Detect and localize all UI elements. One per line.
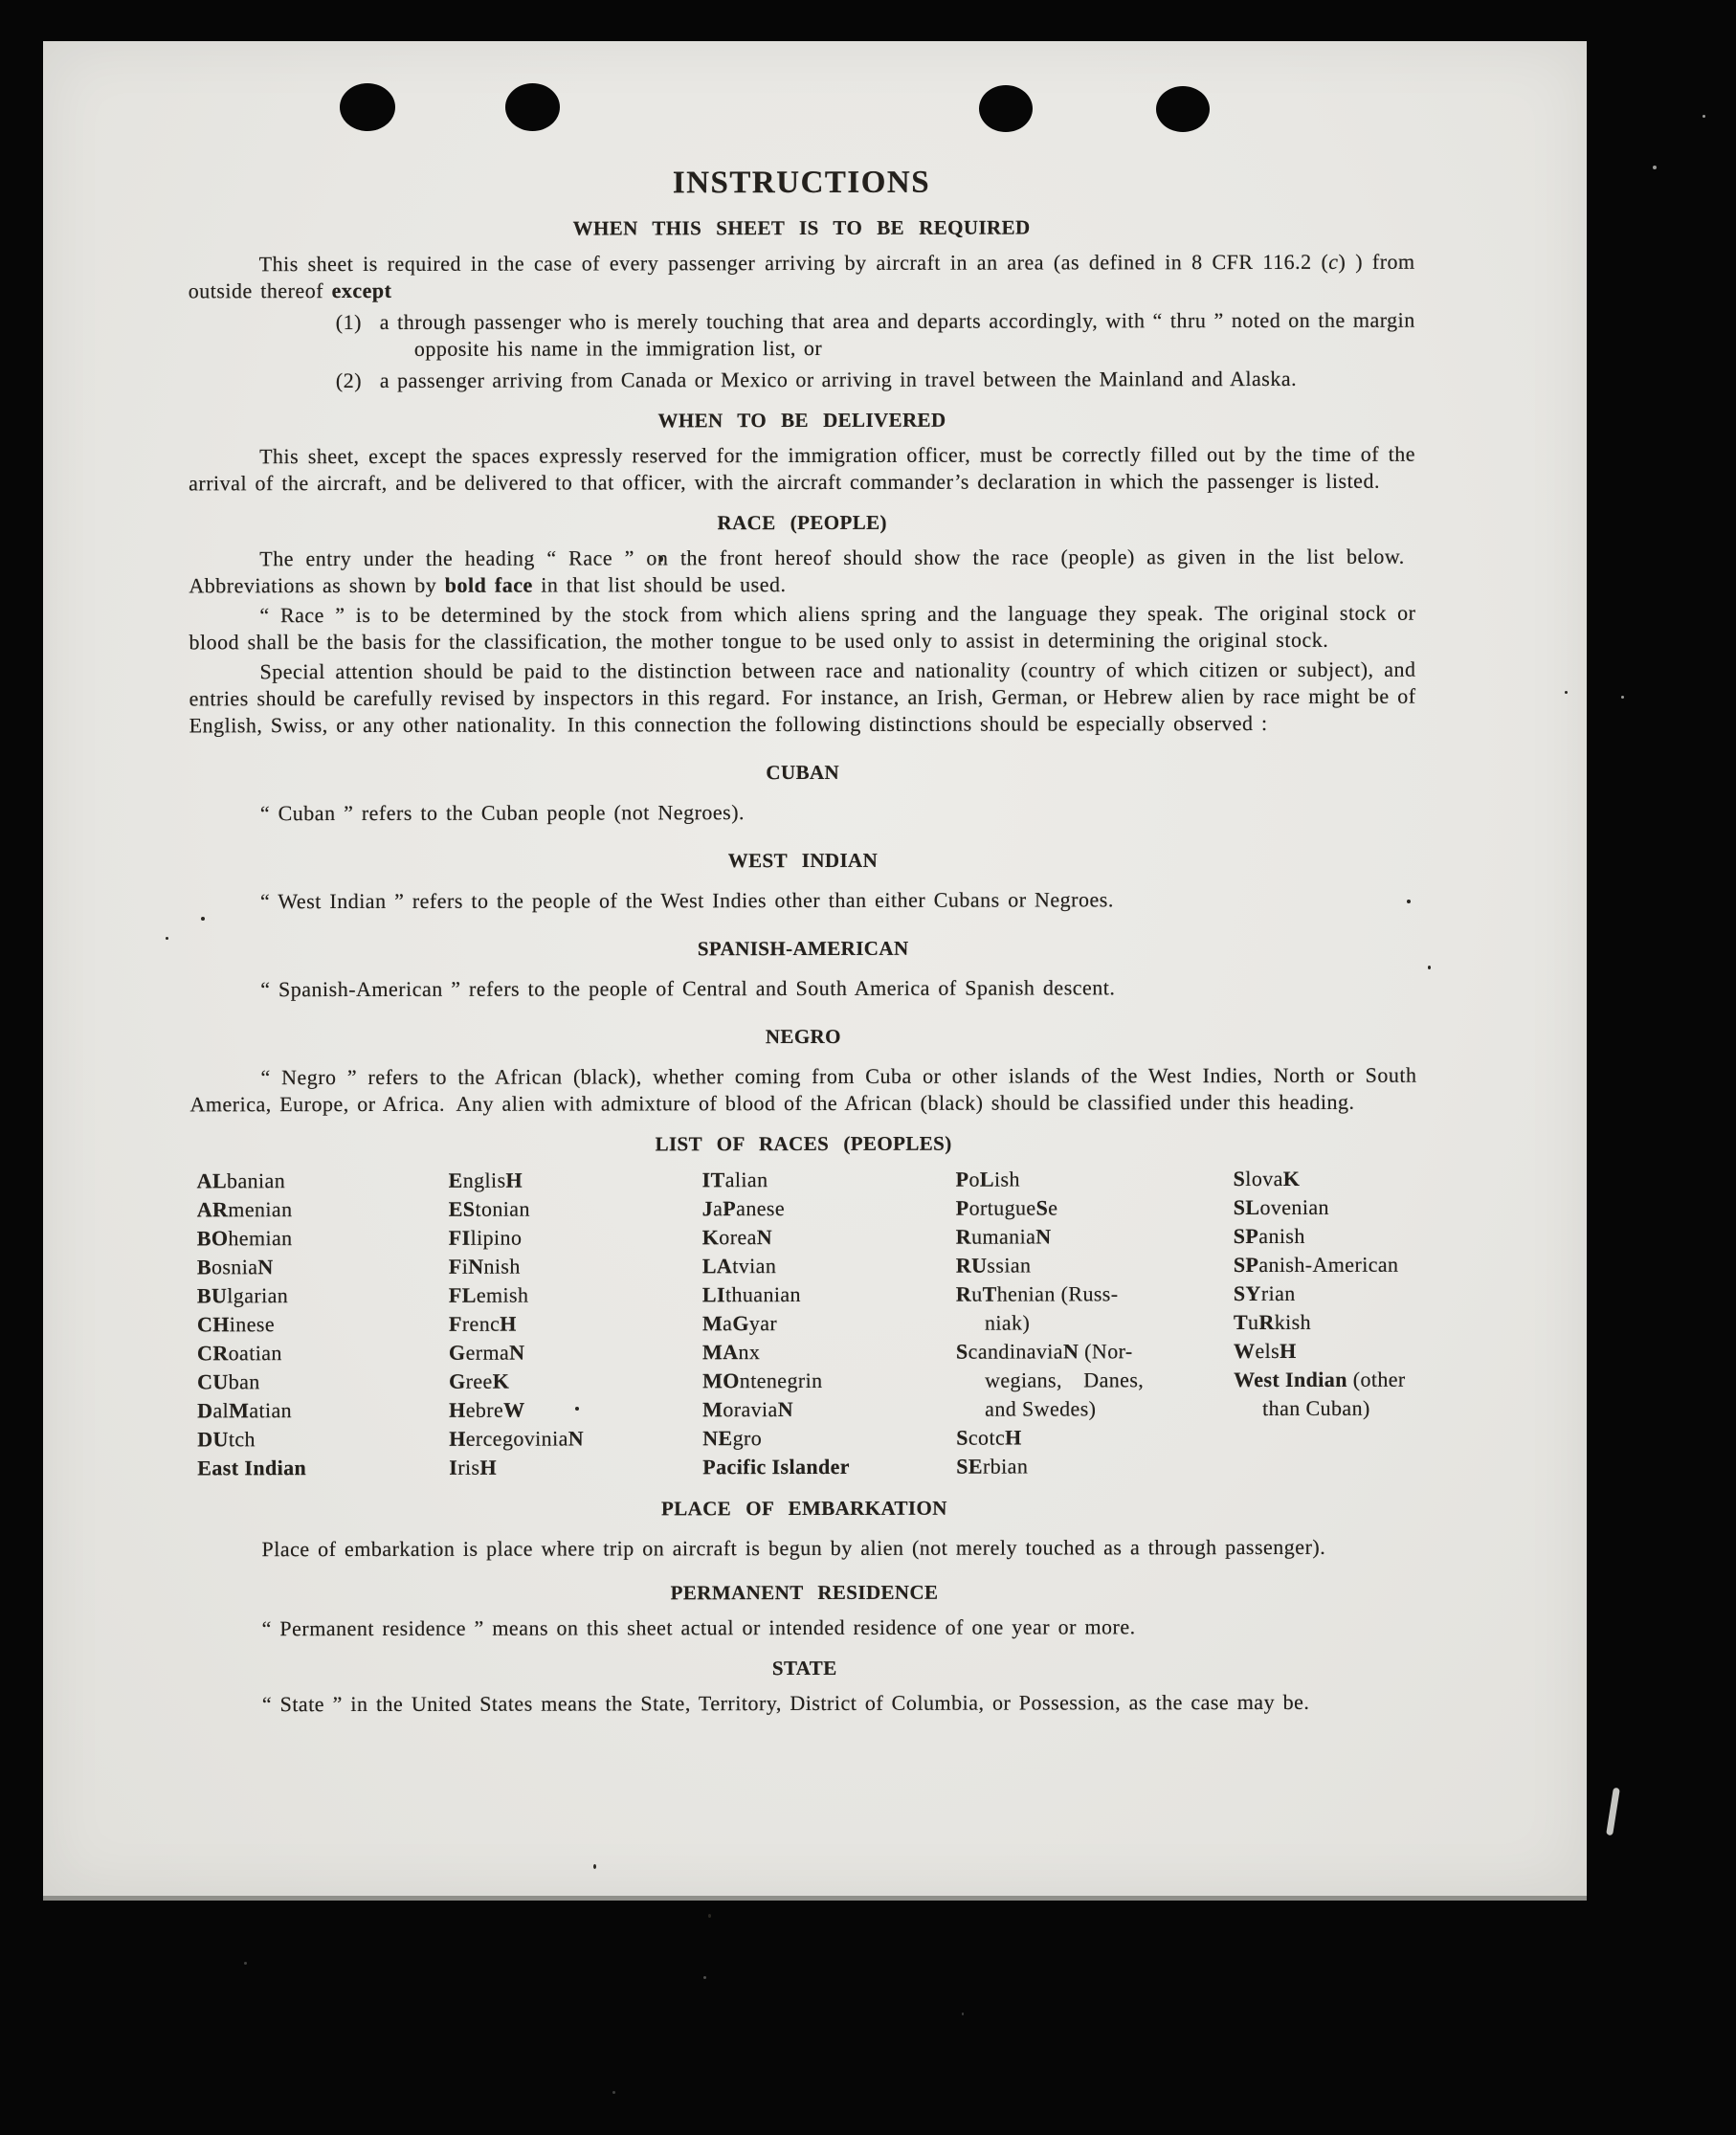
race-item: LAtvian <box>701 1254 777 1279</box>
race-item: ScotcH <box>956 1425 1022 1450</box>
item-text: a passenger arriving from Canada or Mexico or arriving in travel between the Mainland and Alaska. <box>379 366 1298 392</box>
section-heading-races-list: LIST OF RACES (PEOPLES) <box>655 1131 952 1156</box>
paragraph-cuban: “ Cuban ” refers to the Cuban people (not Negroes). <box>259 800 746 826</box>
race-item: CHinese <box>196 1312 276 1337</box>
race-item: ITalian <box>701 1168 768 1192</box>
race-item: RuThenian (Russ- niak) <box>955 1281 1119 1335</box>
paragraph-residence: “ Permanent residence ” means on this sheet actual or intended residence of one year or more. <box>261 1614 1136 1641</box>
race-item: ScandinaviaN (Nor- wegians, Danes, and Swedes) <box>956 1339 1145 1421</box>
section-heading-cuban: CUBAN <box>766 760 840 785</box>
race-item: EStonian <box>448 1196 530 1221</box>
race-item: SPanish-American <box>1233 1252 1399 1278</box>
section-heading-negro: NEGRO <box>765 1024 841 1049</box>
numbered-item-1 <box>336 307 1415 363</box>
race-item: DalMatian <box>197 1398 293 1423</box>
paragraph-race-1: The entry under the heading “ Race ” on the front hereof should show the race (people) as given in the list below. Abbreviations as shown by bold face in that list should be used. <box>189 544 1416 598</box>
section-heading-west-indian: WEST INDIAN <box>727 848 879 873</box>
section-heading-embarkation: PLACE OF EMBARKATION <box>660 1496 947 1521</box>
paragraph-state: “ State ” in the United States means the State, Territory, District of Columbia, or Possession, as the case may be. <box>261 1689 1310 1717</box>
race-item: PoLish <box>955 1167 1020 1191</box>
paragraph-spanish-american: “ Spanish-American ” refers to the people of Central and South America of Spanish descent. <box>260 975 1116 1002</box>
race-item: FLemish <box>448 1282 529 1307</box>
scan-speck <box>962 2013 964 2015</box>
races-column <box>702 1166 957 1482</box>
section-heading-race: RACE (PEOPLE) <box>717 510 887 535</box>
races-column <box>1234 1165 1418 1480</box>
race-item: GreeK <box>449 1368 510 1393</box>
paragraph-embarkation: Place of embarkation is place where trip on aircraft is begun by alien (not merely touched as a through passenger). <box>261 1534 1326 1562</box>
scan-speck <box>1621 696 1624 699</box>
scan-speck <box>1703 115 1705 118</box>
page-title: INSTRUCTIONS <box>672 165 931 201</box>
race-item: KoreaN <box>701 1225 773 1250</box>
scan-speck <box>244 1962 247 1965</box>
race-item: EnglisH <box>448 1168 523 1192</box>
race-item: MOntenegrin <box>702 1368 823 1393</box>
race-item: GermaN <box>449 1340 525 1365</box>
section-heading-state: STATE <box>771 1656 837 1680</box>
races-column <box>197 1167 450 1483</box>
race-item: PortugueSe <box>955 1195 1058 1220</box>
race-item: WelsH <box>1234 1338 1297 1364</box>
race-item: CRoatian <box>197 1341 282 1366</box>
race-item: West Indian (other than Cuban) <box>1234 1367 1406 1420</box>
race-item: SErbian <box>956 1454 1029 1479</box>
race-item: NEgro <box>702 1426 763 1451</box>
race-item: MAnx <box>702 1340 761 1365</box>
race-item: SPanish <box>1233 1223 1305 1249</box>
paragraph-negro: “ Negro ” refers to the African (black), whether coming from Cuba or other islands of the West Indies, North or South America, Europe, or Africa. Any alien with admixture of blood of the African (black) should be classified under this heading. <box>189 1062 1417 1117</box>
scan-speck <box>166 937 168 940</box>
race-item: MaGyar <box>701 1311 778 1336</box>
paper-sheet <box>43 41 1587 1901</box>
race-item: IrisH <box>449 1455 497 1479</box>
race-item: TuRkish <box>1233 1309 1312 1335</box>
race-item: FiNnish <box>448 1254 521 1279</box>
paragraph-delivered: This sheet, except the spaces expressly reserved for the immigration officer, must be correctly filled out by the time of the arrival of the aircraft, and be delivered to that officer, with the aircraft commander’s declaration in which the passenger is listed. <box>189 441 1416 496</box>
race-item: SLovenian <box>1233 1194 1329 1220</box>
race-item: HercegoviniaN <box>449 1426 585 1451</box>
paragraph-race-2: “ Race ” is to be determined by the stock from which aliens spring and the language they speak. The original stock or blood shall be the basis for the classification, the mother tongue to be used only to assist in determining the original stock. <box>189 600 1416 655</box>
scan-artifact <box>1606 1788 1620 1835</box>
numbered-item-2 <box>336 366 1415 394</box>
race-item: RUssian <box>955 1253 1032 1278</box>
race-item: East Indian <box>197 1456 307 1480</box>
item-number: (1) <box>335 309 362 335</box>
section-heading-residence: PERMANENT RESIDENCE <box>670 1580 939 1605</box>
section-heading-spanish-american: SPANISH-AMERICAN <box>697 936 909 961</box>
item-text: a through passenger who is merely touching that area and departs accordingly, with “ thru ” noted on the margin opposite his name in the immigration list, or <box>379 307 1415 361</box>
race-item: ALbanian <box>196 1168 286 1193</box>
scan-speck <box>593 1864 596 1869</box>
scan-speck <box>703 1976 706 1979</box>
scan-speck <box>1653 166 1657 169</box>
race-item: FIlipino <box>448 1225 523 1250</box>
paragraph-west-indian: “ West Indian ” refers to the people of the West Indies other than either Cubans or Negroes. <box>260 887 1114 914</box>
section-heading-delivered: WHEN TO BE DELIVERED <box>657 408 946 433</box>
race-item: CUban <box>197 1369 260 1394</box>
race-item: RumaniaN <box>955 1224 1052 1249</box>
race-item: SYrian <box>1233 1280 1296 1306</box>
paragraph-race-3: Special attention should be paid to the distinction between race and nationality (country of which citizen or subject), and entries should be carefully revised by inspectors in this regard. For instance, an Irish, German, or Hebrew alien by race might be of English, Swiss, or any other nationality. In this connection the following distinctions should be especially observed : <box>189 656 1416 738</box>
race-item: BOhemian <box>196 1226 293 1251</box>
race-item: HebreW <box>449 1397 525 1422</box>
race-item: SlovaK <box>1233 1166 1301 1191</box>
section-heading-required: WHEN THIS SHEET IS TO BE REQUIRED <box>572 215 1031 240</box>
race-item: LIthuanian <box>701 1282 801 1307</box>
race-item: FrencH <box>448 1311 517 1336</box>
scan-speck <box>708 1914 711 1918</box>
race-item: Pacific Islander <box>702 1454 850 1479</box>
paragraph-required-intro: This sheet is required in the case of every passenger arriving by aircraft in an area (as defined in 8 CFR 116.2 (c) ) from outside thereof except <box>188 249 1415 303</box>
race-item: BUlgarian <box>196 1283 289 1308</box>
scan-speck <box>1428 966 1431 969</box>
races-list <box>197 1165 1418 1483</box>
races-column <box>449 1166 703 1482</box>
race-item: BosniaN <box>196 1255 274 1279</box>
instructions-content <box>188 40 1418 1722</box>
scan-speck <box>612 2091 615 2094</box>
races-column <box>956 1165 1235 1481</box>
scan-speck <box>1565 691 1568 694</box>
item-number: (2) <box>335 367 363 393</box>
race-item: ARmenian <box>196 1197 293 1222</box>
race-item: DUtch <box>197 1427 256 1452</box>
race-item: MoraviaN <box>702 1397 794 1422</box>
race-item: JaPanese <box>701 1196 786 1221</box>
